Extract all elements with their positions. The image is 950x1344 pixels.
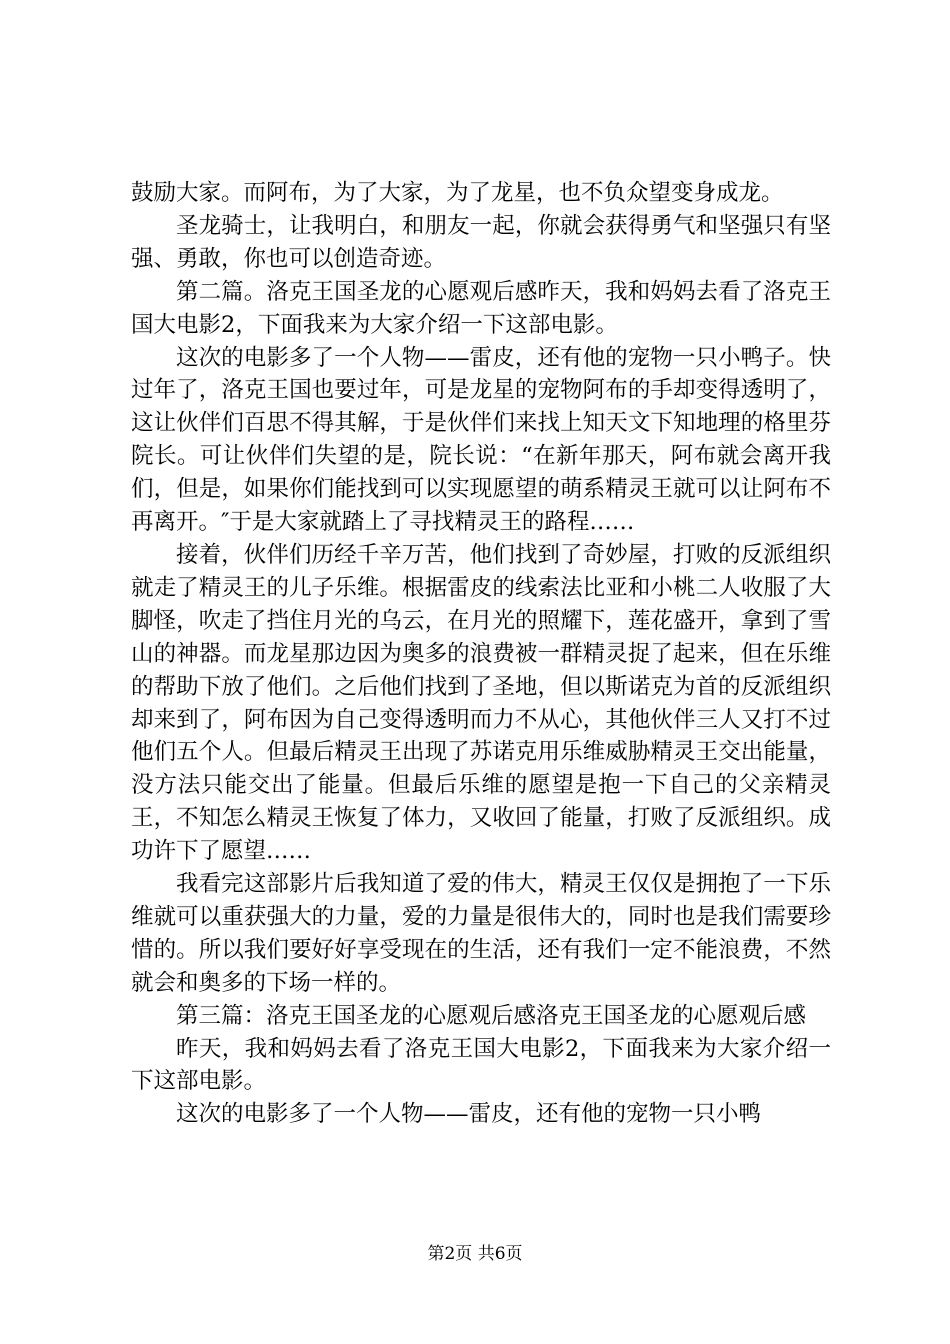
paragraph-8: 昨天，我和妈妈去看了洛克王国大电影2，下面我来为大家介绍一下这部电影。 <box>131 1035 831 1095</box>
paragraph-6: 我看完这部影片后我知道了爱的伟大，精灵王仅仅是拥抱了一下乐维就可以重获强大的力量，爱的力量是很伟大的，同时也是我们需要珍惜的。所以我们要好好享受现在的生活，还有我们一定不能浪费，不然就会和奥多的下场一样的。 <box>131 871 831 996</box>
paragraph-5: 接着，伙伴们历经千辛万苦，他们找到了奇妙屋，打败的反派组织就走了精灵王的儿子乐维。根据雷皮的线索法比亚和小桃二人收服了大脚怪，吹走了挡住月光的乌云，在月光的照耀下，莲花盛开，拿到了雪山的神器。而龙星那边因为奥多的浪费被一群精灵捉了起来，但在乐维的帮助下放了他们。之后他们找到了圣地，但以斯诺克为首的反派组织却来到了，阿布因为自己变得透明而力不从心，其他伙伴三人又打不过他们五个人。但最后精灵王出现了苏诺克用乐维威胁精灵王交出能量，没方法只能交出了能量。但最后乐维的愿望是抱一下自己的父亲精灵王，不知怎么精灵王恢复了体力，又收回了能量，打败了反派组织。成功许下了愿望…… <box>131 541 831 865</box>
paragraph-2: 圣龙骑士，让我明白，和朋友一起，你就会获得勇气和坚强只有坚强、勇敢，你也可以创造奇迹。 <box>131 212 831 272</box>
paragraph-7: 第三篇：洛克王国圣龙的心愿观后感洛克王国圣龙的心愿观后感 <box>176 1002 807 1029</box>
body-text <box>131 177 831 1131</box>
page-number-footer: 第2页 共6页 <box>427 1244 523 1264</box>
paragraph-4: 这次的电影多了一个人物——雷皮，还有他的宠物一只小鸭子。快过年了，洛克王国也要过年，可是龙星的宠物阿布的手却变得透明了，这让伙伴们百思不得其解，于是伙伴们来找上知天文下知地理的格里芬院长。可让伙伴们失望的是，院长说：“在新年那天，阿布就会离开我们，但是，如果你们能找到可以实现愿望的萌系精灵王就可以让阿布不再离开。″于是大家就踏上了寻找精灵王的路程…… <box>131 344 831 536</box>
paragraph-3: 第二篇。洛克王国圣龙的心愿观后感昨天，我和妈妈去看了洛克王国大电影2，下面我来为大家介绍一下这部电影。 <box>131 278 831 338</box>
paragraph-9: 这次的电影多了一个人物——雷皮，还有他的宠物一只小鸭 <box>176 1101 762 1128</box>
paragraph-1: 鼓励大家。而阿布，为了大家，为了龙星，也不负众望变身成龙。 <box>131 180 784 206</box>
